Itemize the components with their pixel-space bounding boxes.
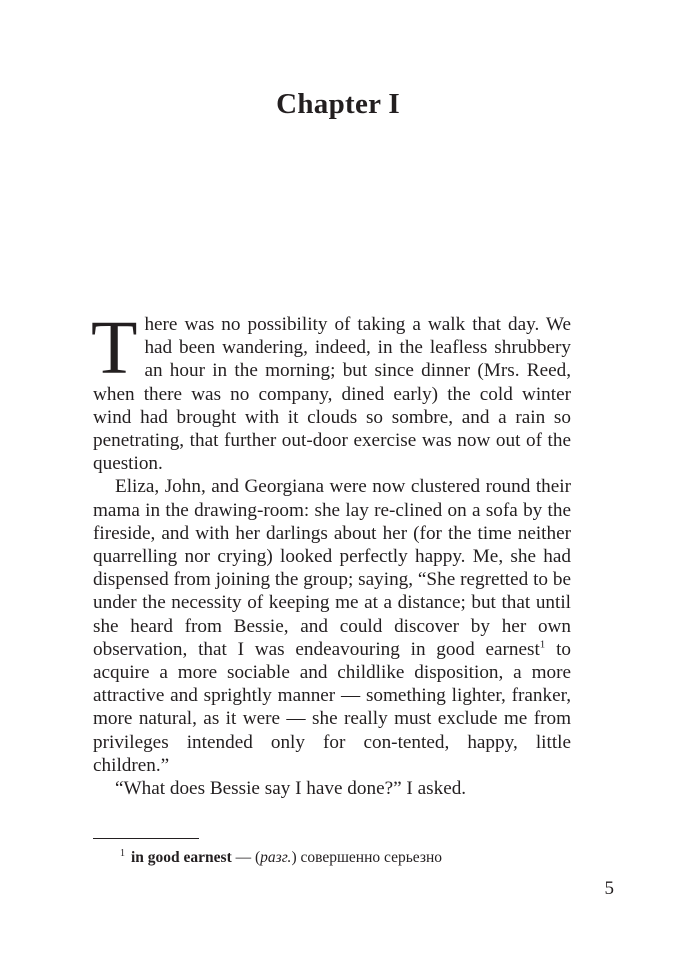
footnote-term: in good earnest [131, 849, 232, 866]
paragraph-2 [93, 475, 571, 777]
paragraph-3 [93, 777, 571, 800]
drop-cap: T [91, 306, 138, 390]
paragraph-1-text: here was no possibility of taking a walk that day. We had been wandering, indeed, in the leafless shrubbery an hour in the morning; but since dinner (Mrs. Reed, when there was no company, dined early) the cold winter wind had brought with it clouds so sombre, and a rain so penetrating, that further out-door exercise was now out of the question. [93, 314, 571, 475]
body-text [91, 306, 571, 800]
paragraph-1 [91, 306, 571, 475]
paragraph-2-text-after-note: to acquire a more sociable and childlike disposition, a more attractive and sprightly manner — something lighter, franker, more natural, as it were — she really must exclude me from privileges intended only for con-tented, happy, little children.” [93, 638, 571, 776]
paragraph-3-text: “What does Bessie say I have done?” I asked. [115, 778, 467, 800]
footnote-translation: совершенно серьезно [300, 849, 443, 866]
footnote-usage-note: разг. [260, 849, 292, 866]
footnote-number: 1 [120, 847, 125, 859]
page-number: 5 [604, 878, 614, 899]
footnote-close: ) [291, 849, 301, 866]
footnote [120, 849, 442, 867]
paragraph-2-text-before-note: Eliza, John, and Georgiana were now clustered round their mama in the drawing-room: she lay re-clined on a sofa by the fireside, and with her darlings about her (for the time neither quarrelling nor crying) looked perfectly happy. Me, she had dispensed from joining the group; saying, “She regretted to be under the necessity of keeping me at a distance; but that until she heard from Bessie, and could discover by her own observation, that I was endeavouring in good earnest [93, 476, 571, 660]
footnote-dash: — ( [231, 849, 261, 866]
footnote-reference: 1 [539, 638, 546, 651]
footnote-divider [93, 838, 199, 839]
chapter-title: Chapter I [276, 88, 400, 120]
